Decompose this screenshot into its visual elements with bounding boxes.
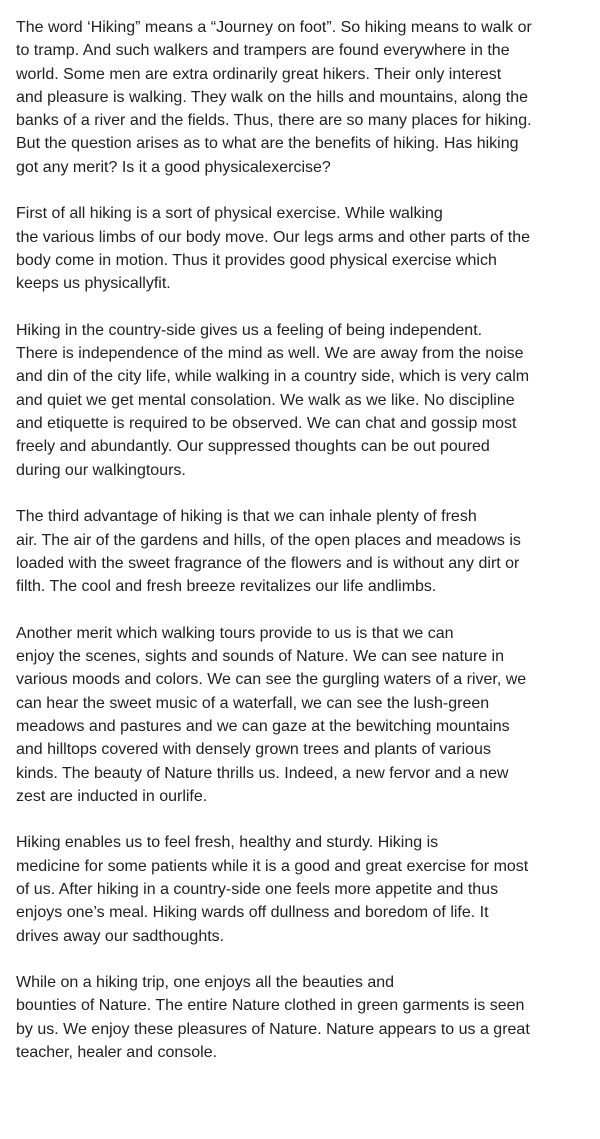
text-line: and etiquette is required to be observed. We can chat and gossip most	[16, 415, 517, 433]
text-line: Hiking enables us to feel fresh, healthy and sturdy. Hiking is	[16, 834, 439, 852]
text-line: air. The air of the gardens and hills, of the open places and meadows is	[16, 531, 521, 549]
text-line: keeps us physicallyfit.	[16, 275, 171, 293]
text-line: during our walkingtours.	[16, 461, 186, 479]
text-line: enjoys one’s meal. Hiking wards off dullness and boredom of life. It	[16, 904, 489, 922]
text-line: filth. The cool and fresh breeze revitalizes our life andlimbs.	[16, 578, 437, 596]
text-line: There is independence of the mind as well. We are away from the noise	[16, 345, 524, 363]
text-line: Another merit which walking tours provide to us is that we can	[16, 624, 454, 642]
paragraph-physical-exercise	[16, 202, 576, 295]
text-line: loaded with the sweet fragrance of the flowers and is without any dirt or	[16, 554, 520, 572]
text-line: The third advantage of hiking is that we can inhale plenty of fresh	[16, 508, 477, 526]
text-line: and din of the city life, while walking in a country side, which is very calm	[16, 368, 530, 386]
paragraph-independence	[16, 319, 576, 482]
text-line: of us. After hiking in a country-side one feels more appetite and thus	[16, 880, 499, 898]
text-line: Hiking in the country-side gives us a feeling of being independent.	[16, 321, 483, 339]
text-line: bounties of Nature. The entire Nature clothed in green garments is seen	[16, 997, 525, 1015]
paragraph-intro	[16, 16, 576, 179]
text-line: to tramp. And such walkers and trampers are found everywhere in the	[16, 42, 510, 60]
text-line: by us. We enjoy these pleasures of Nature. Nature appears to us a great	[16, 1020, 530, 1038]
text-line: enjoy the scenes, sights and sounds of Nature. We can see nature in	[16, 648, 504, 666]
text-line: zest are inducted in ourlife.	[16, 787, 208, 805]
text-line: various moods and colors. We can see the gurgling waters of a river, we	[16, 671, 527, 689]
text-line: body come in motion. Thus it provides good physical exercise which	[16, 251, 497, 269]
paragraph-fresh-air	[16, 505, 576, 598]
text-line: kinds. The beauty of Nature thrills us. Indeed, a new fervor and a new	[16, 764, 509, 782]
text-line: meadows and pastures and we can gaze at the bewitching mountains	[16, 717, 510, 735]
text-line: freely and abundantly. Our suppressed thoughts can be out poured	[16, 438, 490, 456]
paragraph-conclusion	[16, 971, 576, 1064]
text-line: teacher, healer and console.	[16, 1044, 218, 1062]
text-line: drives away our sadthoughts.	[16, 927, 225, 945]
text-line: world. Some men are extra ordinarily great hikers. Their only interest	[16, 65, 502, 83]
text-line: While on a hiking trip, one enjoys all the beauties and	[16, 974, 395, 992]
text-line: and quiet we get mental consolation. We walk as we like. No discipline	[16, 391, 515, 409]
text-line: banks of a river and the fields. Thus, there are so many places for hiking.	[16, 112, 532, 130]
text-line: and hilltops covered with densely grown trees and plants of various	[16, 741, 491, 759]
text-line: and pleasure is walking. They walk on the hills and mountains, along the	[16, 88, 529, 106]
text-line: can hear the sweet music of a waterfall, we can see the lush-green	[16, 694, 490, 712]
text-line: medicine for some patients while it is a good and great exercise for most	[16, 857, 529, 875]
text-line: The word ‘Hiking” means a “Journey on foot”. So hiking means to walk or	[16, 19, 532, 36]
text-line: the various limbs of our body move. Our legs arms and other parts of the	[16, 228, 531, 246]
text-line: First of all hiking is a sort of physical exercise. While walking	[16, 205, 443, 223]
paragraph-nature-scenes	[16, 622, 576, 808]
text-line: got any merit? Is it a good physicalexercise?	[16, 158, 331, 176]
essay-body	[16, 16, 576, 1088]
text-line: But the question arises as to what are the benefits of hiking. Has hiking	[16, 135, 519, 153]
paragraph-health	[16, 831, 576, 947]
